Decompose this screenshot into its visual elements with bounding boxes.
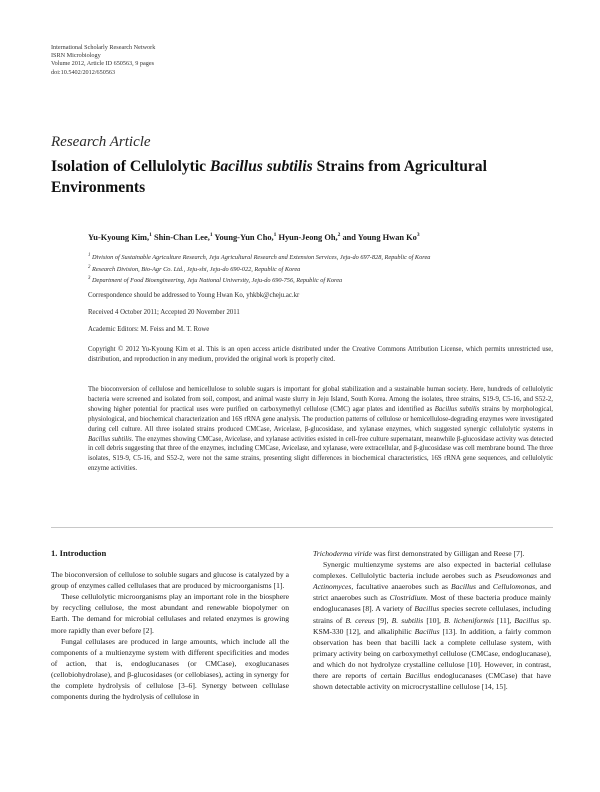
- author-name: Young-Yun Cho,: [212, 232, 274, 242]
- author-affiliation-marker: 3: [416, 232, 420, 238]
- author-name: Hyun-Jeong Oh,: [276, 232, 338, 242]
- author-affiliation-marker: 1: [209, 232, 213, 238]
- affiliation-number: 3: [88, 276, 91, 281]
- intro-paragraph: [313, 559, 551, 692]
- author-name: Yu-Kyoung Kim,: [88, 232, 150, 242]
- affiliation: [88, 274, 558, 286]
- title-part-1: Isolation of Cellulolytic: [51, 158, 210, 175]
- abstract-text: strains by morphological, physiological, and biochemical characterization and 16S rRNA gene analysis. The production patterns of cellulose or hemicellulose-degrading enzymes were investigated during cell culture. All three isolated strains produced CMCase, Avicelase, β-glucosidase, and xylanase enzymes, which suggested synergic cellulolytic systems in: [88, 405, 553, 433]
- abstract-species: Bacillus subtilis: [434, 405, 480, 413]
- affiliation: [88, 263, 558, 275]
- article-type: Research Article: [51, 134, 151, 150]
- abstract-text: . The enzymes showing CMCase, Avicelase, and xylanase activities existed in cell-free culture supernatant, meanwhile β-glucosidase activity was detected in cell debris suggesting that three of the enzymes, including CMCase, Avicelase, and xylanase, were extracellular, and β-glucosidase was cell membrane bound. The three isolates, S19-9, C5-16, and S52-2, were not the same strains, presenting slight differences in biochemical characteristics, 16S rRNA gene sequences, and cellulolytic enzyme activities.: [88, 435, 553, 473]
- journal-volume: Volume 2012, Article ID 650563, 9 pages: [51, 60, 154, 68]
- affiliation-number: 2: [88, 264, 91, 270]
- paragraph-text: endoglucanases (CMCase) that have shown detectable activity on microcrystalline cellulose [14, 15].: [313, 671, 551, 692]
- paragraph-text: species secrete cellulases, including strains of: [313, 604, 552, 625]
- species-name: Clostridium: [389, 593, 426, 603]
- author-name: and Young Hwan Ko: [340, 232, 417, 242]
- title-species: Bacillus subtilis: [209, 158, 313, 175]
- paragraph-text: [11],: [493, 615, 515, 625]
- right-column: [313, 548, 551, 692]
- species-name: Pseudomonas: [494, 571, 537, 581]
- author-name: Shin-Chan Lee,: [151, 232, 210, 242]
- section-heading-introduction: 1. Introduction: [51, 548, 107, 558]
- paragraph-text: and: [475, 582, 493, 592]
- abstract: [88, 385, 553, 474]
- section-divider: [51, 527, 553, 528]
- affiliation-text: Department of Food Bioengineering, Jeju National University, Jeju-do 690-756, Republic of Korea: [90, 277, 343, 285]
- paragraph-text: was first demonstrated by Gilligan and Reese [7].: [371, 549, 525, 558]
- journal-doi: doi:10.5402/2012/650563: [51, 68, 116, 76]
- species-name: Cellulomonas: [492, 582, 536, 592]
- paragraph-text: [13]. In addition, a fairly common observation has been that bacilli lack a complete cellulase system, with primary activity being on carboxymethyl cellulose (CMCase, endoglucanase), and which do not hydrolyze crystalline cellulose [10]. However, in contrast, there are reports of certain: [313, 626, 551, 681]
- left-column: [51, 548, 289, 702]
- species-name: Bacillus: [414, 626, 440, 636]
- intro-paragraph: Fungal cellulases are produced in large amounts, which include all the components of a multienzyme system with different specificities and modes of action, that is, endoglucanases (or CMCase), exoglucanases (cellobiohydrolase), and β-glucosidases (or cellobiases), acting in synergy for the complete hydrolysis of cellulose [3–6]. Synergy between cellulase components during the hydrolysis of cellulose in: [51, 636, 289, 702]
- intro-paragraph: The bioconversion of cellulose to soluble sugars and glucose is catalyzed by a group of enzymes called cellulases that are produced by microorganisms [1].: [51, 570, 289, 591]
- species-name: Bacillus: [405, 671, 431, 681]
- species-name: Actinomyces: [313, 582, 352, 592]
- affiliation-number: 1: [88, 253, 91, 258]
- author-affiliation-marker: 1: [149, 232, 152, 238]
- affiliation-text: Research Division, Bio-Agr Co. Ltd., Jeju-shi, Jeju-do 690-022, Republic of Korea: [90, 265, 301, 273]
- affiliation-list: [88, 251, 558, 286]
- paragraph-text: , facultative anaerobes such as: [351, 582, 452, 592]
- copyright-notice: Copyright © 2012 Yu-Kyoung Kim et al. This is an open access article distributed under the Creative Commons Attribution License, which permits unrestricted use, distribution, and reproduction in any medium, provided the original work is properly cited.: [88, 346, 553, 363]
- affiliation: [88, 251, 558, 263]
- academic-editors: Academic Editors: M. Feiss and M. T. Rowe: [88, 326, 210, 333]
- received-date: Received 4 October 2011; Accepted 20 November 2011: [88, 309, 240, 316]
- author-affiliation-marker: 1: [273, 232, 277, 238]
- paragraph-text: and: [536, 571, 551, 581]
- species-name: B. subtilis: [391, 615, 424, 625]
- paragraph-text: [10],: [423, 615, 445, 625]
- author-list: [88, 232, 558, 242]
- paragraph-text: , and strict anaerobes such as: [313, 582, 551, 603]
- journal-network: International Scholarly Research Network: [51, 44, 156, 51]
- paragraph-text: . Most of these bacteria produce mainly endoglucanases [8]. A variety of: [313, 593, 551, 614]
- paragraph-text: [9],: [374, 615, 392, 625]
- species-name: Bacillus: [514, 615, 540, 625]
- abstract-species: Bacillus subtilis: [88, 435, 132, 443]
- intro-paragraph: [313, 548, 551, 559]
- journal-header: [51, 44, 155, 77]
- paragraph-text: sp. KSM-330 [12], and alkaliphilic: [313, 615, 551, 636]
- title-part-2: Strains from Agricultural Environments: [51, 158, 487, 196]
- correspondence: Correspondence should be addressed to Young Hwan Ko, yhkbk@cheju.ac.kr: [88, 292, 300, 299]
- paragraph-text: Synergic multienzyme systems are also expected in bacterial cellulase complexes. Cellulolytic bacteria include aerobes such as: [313, 560, 551, 581]
- article-title: [51, 156, 551, 198]
- journal-title: ISRN Microbiology: [51, 52, 101, 60]
- abstract-text: The bioconversion of cellulose and hemicellulose to soluble sugars is important for global stabilization and a sustainable human society. Here, hundreds of cellulolytic bacteria were screened and isolated from soil, compost, and animal waste slurry in Jeju Island, South Korea. Among the isolates, three strains, S19-9, C5-16, and S52-2, showing higher potential for practical uses were purified on carboxymethyl cellulose (CMC) agar plates and identified as: [88, 386, 553, 413]
- species-name: Bacillus: [414, 604, 440, 614]
- affiliation-text: Division of Sustainable Agriculture Research, Jeju Agricultural Research and Extension Services, Jeju-do 697-828, Republic of Korea: [90, 254, 431, 262]
- species-name: B. cereus: [345, 615, 375, 625]
- species-name: Bacillus: [451, 582, 476, 592]
- species-name: B. licheniformis: [444, 615, 494, 625]
- species-name: Trichoderma viride: [313, 549, 372, 558]
- author-affiliation-marker: 2: [337, 232, 341, 238]
- intro-paragraph: These cellulolytic microorganisms play an important role in the biosphere by recycling cellulose, the most abundant and renewable biopolymer on Earth. The demand for microbial cellulases and related enzymes is growing more rapidly than ever before [2].: [51, 592, 289, 635]
